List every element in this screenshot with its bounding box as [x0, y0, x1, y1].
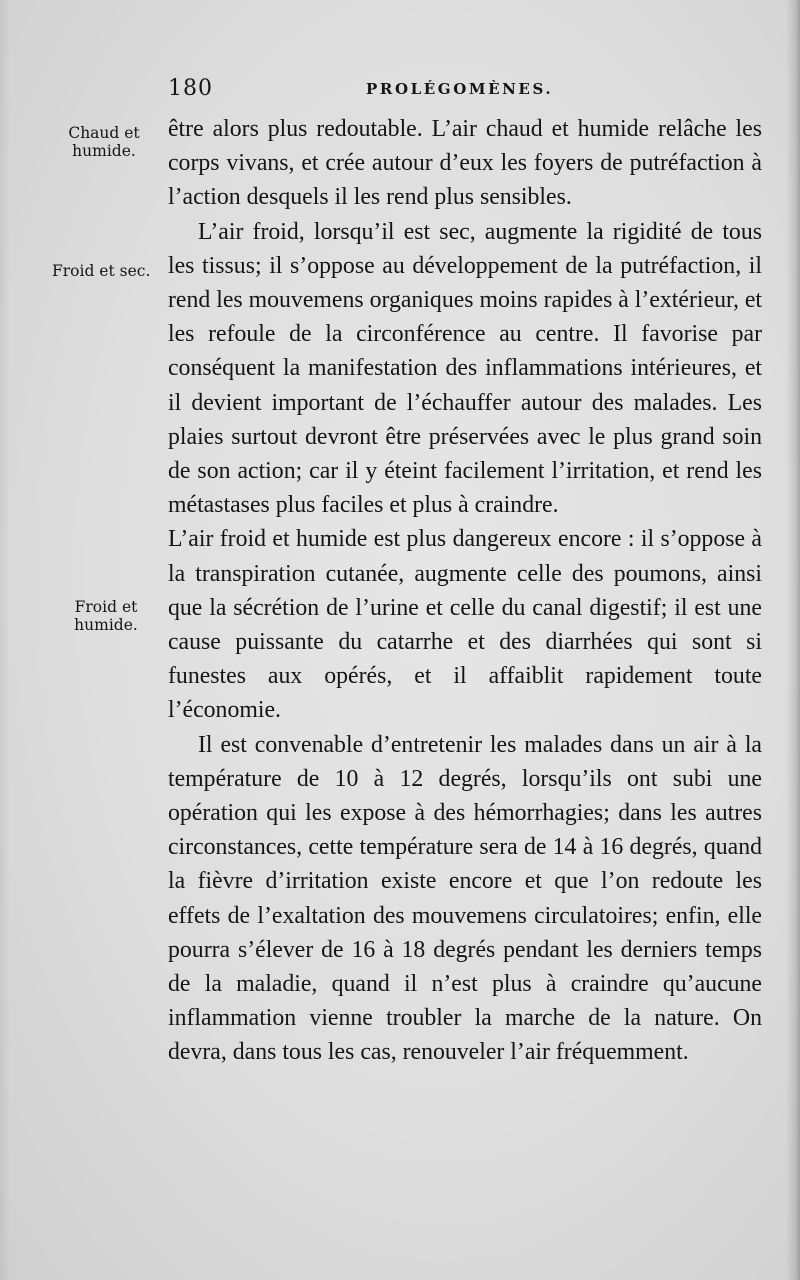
margin-note-froid-humide: Froid et humide. [74, 598, 138, 634]
paragraph-4: Il est convenable d’entretenir les malades dans un air à la température de 10 à 12 degrés, lorsqu’ils ont subi une opération qui les expose à des hémorrhagies; dans les autres circonstances, cette température sera de 14 à 16 degrés, quand la fièvre d’irritation existe encore et que l’on redoute les effets de l’exaltation des mouvemens circulatoires; enfin, elle pourra s’élever de 16 à 18 degrés pendant les derniers temps de la maladie, quand il n’est plus à craindre qu’aucune inflammation vienne troubler la marche de la nature. On devra, dans tous les cas, renouveler l’air fréquemment. [168, 731, 762, 1066]
page-number: 180 [168, 76, 213, 101]
body-text [168, 112, 762, 1070]
paragraph-1: être alors plus redoutable. L’air chaud et humide relâche les corps vivans, et crée autour d’eux les foyers de putréfaction à l’action desquels il les rend plus sensibles. [168, 116, 762, 211]
page-shadow-left [0, 0, 10, 1280]
paragraph-3: L’air froid et humide est plus dangereux encore : il s’oppose à la transpiration cutanée, augmente celle des poumons, ainsi que la sécrétion de l’urine et celle du canal digestif; il est une cause puissante du catarrhe et des diarrhées qui sont si funestes aux opérés, et il affaiblit rapidement toute l’économie. [168, 526, 762, 724]
margin-note-chaud-humide: Chaud et humide. [68, 124, 140, 160]
paragraph-2: L’air froid, lorsqu’il est sec, augmente la rigidité de tous les tissus; il s’oppose au développement de la putréfaction, il rend les mouvemens organiques moins rapides à l’extérieur, et les refoule de la circonférence au centre. Il favorise par conséquent la manifestation des inflammations intérieures, et il devient important de l’échauffer autour des malades. Les plaies surtout devront être préservées avec le plus grand soin de son action; car il y éteint facilement l’irritation, et rend les métastases plus faciles et plus à craindre. [168, 218, 763, 519]
running-head: PROLÉGOMÈNES. [366, 80, 554, 98]
page-shadow-right [786, 0, 800, 1280]
margin-note-froid-sec: Froid et sec. [52, 262, 151, 280]
